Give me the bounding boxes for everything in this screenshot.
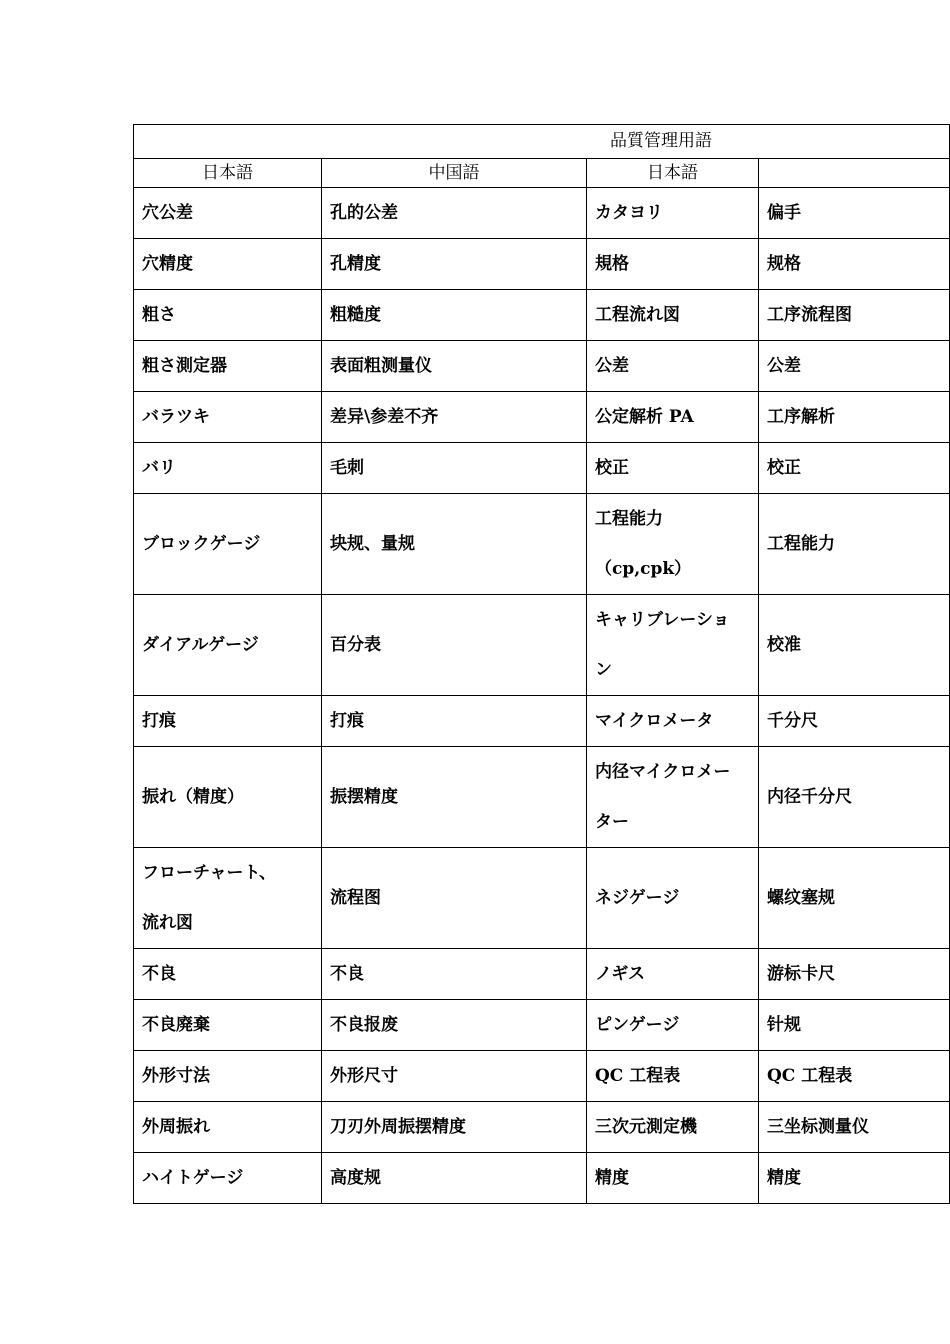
term-japanese-cell <box>134 696 322 747</box>
term-japanese-2: 精度 <box>595 1168 629 1188</box>
term-japanese: 粗さ <box>142 305 176 325</box>
term-japanese: 穴精度 <box>142 254 193 274</box>
table-title-row <box>134 125 950 159</box>
quality-terms-table <box>133 124 950 1204</box>
term-chinese: 不良 <box>330 964 364 984</box>
term-chinese-2: 公差 <box>767 356 801 376</box>
term-chinese-cell <box>322 848 587 949</box>
term-japanese-2-cell <box>587 1051 759 1102</box>
term-chinese-2-cell <box>759 595 950 696</box>
term-japanese-2-cell <box>587 595 759 696</box>
term-japanese-cell <box>134 1153 322 1204</box>
table-row <box>134 1153 950 1204</box>
term-chinese-2: 工序流程图 <box>767 305 852 325</box>
term-chinese-cell <box>322 1000 587 1051</box>
term-chinese-2: 校正 <box>767 458 801 478</box>
term-japanese: 不良廃棄 <box>142 1015 210 1035</box>
term-japanese-2: 工程能力 （cp,cpk） <box>595 509 692 579</box>
term-japanese-cell <box>134 290 322 341</box>
term-chinese-2: 游标卡尺 <box>767 964 835 984</box>
term-japanese-2: 校正 <box>595 458 629 478</box>
term-japanese: 穴公差 <box>142 203 193 223</box>
table-row <box>134 747 950 848</box>
term-chinese-2-cell <box>759 494 950 595</box>
table-row <box>134 595 950 696</box>
term-chinese-cell <box>322 188 587 239</box>
term-chinese-2-cell <box>759 1102 950 1153</box>
term-chinese: 高度规 <box>330 1168 381 1188</box>
table-row <box>134 696 950 747</box>
table-row <box>134 949 950 1000</box>
term-japanese-2-cell <box>587 696 759 747</box>
term-japanese-2: 内径マイクロメー ター <box>595 762 731 832</box>
term-chinese: 不良报废 <box>330 1015 398 1035</box>
term-chinese-2-cell <box>759 747 950 848</box>
term-japanese-2-cell <box>587 949 759 1000</box>
term-japanese: 外形寸法 <box>142 1066 210 1086</box>
term-japanese-2-cell <box>587 1000 759 1051</box>
term-chinese: 打痕 <box>330 711 364 731</box>
term-japanese-2: 三次元測定機 <box>595 1117 697 1137</box>
term-japanese-cell <box>134 494 322 595</box>
header-empty <box>759 159 950 188</box>
term-chinese-2-cell <box>759 188 950 239</box>
term-japanese-2-cell <box>587 341 759 392</box>
term-japanese: 不良 <box>142 964 176 984</box>
term-chinese-2: 内径千分尺 <box>767 787 852 807</box>
term-chinese: 流程图 <box>330 888 381 908</box>
term-chinese-cell <box>322 392 587 443</box>
term-japanese-2-cell <box>587 443 759 494</box>
term-japanese-cell <box>134 949 322 1000</box>
header-chinese: 中国語 <box>322 159 587 188</box>
term-chinese-cell <box>322 1153 587 1204</box>
term-chinese-cell <box>322 1102 587 1153</box>
term-japanese: フローチャート、 流れ図 <box>142 863 276 933</box>
term-japanese-2-cell <box>587 188 759 239</box>
term-japanese-cell <box>134 341 322 392</box>
table-row <box>134 239 950 290</box>
term-japanese-cell <box>134 1000 322 1051</box>
term-chinese-2: 偏手 <box>767 203 801 223</box>
table-row <box>134 392 950 443</box>
term-japanese: 振れ（精度） <box>142 787 244 807</box>
term-chinese-2: 工序解析 <box>767 407 835 427</box>
term-japanese: 粗さ測定器 <box>142 356 227 376</box>
term-chinese-2-cell <box>759 341 950 392</box>
term-japanese-2: 公差 <box>595 356 629 376</box>
term-chinese-2-cell <box>759 392 950 443</box>
term-chinese-2: 精度 <box>767 1168 801 1188</box>
term-chinese: 块规、量规 <box>330 534 415 554</box>
term-japanese-2-cell <box>587 747 759 848</box>
table-row <box>134 1000 950 1051</box>
table-row <box>134 1102 950 1153</box>
term-japanese-2-cell <box>587 1102 759 1153</box>
term-chinese: 百分表 <box>330 635 381 655</box>
term-chinese-2-cell <box>759 949 950 1000</box>
term-japanese-cell <box>134 595 322 696</box>
term-japanese: 外周振れ <box>142 1117 210 1137</box>
term-japanese-2: ピンゲージ <box>595 1015 680 1035</box>
term-chinese-2: 千分尺 <box>767 711 818 731</box>
term-chinese-2-cell <box>759 848 950 949</box>
term-japanese-2: 規格 <box>595 254 629 274</box>
term-chinese-2-cell <box>759 443 950 494</box>
term-chinese-cell <box>322 1051 587 1102</box>
table-row <box>134 1051 950 1102</box>
table-row <box>134 290 950 341</box>
term-japanese-2-cell <box>587 239 759 290</box>
term-chinese: 孔的公差 <box>330 203 398 223</box>
term-chinese-2-cell <box>759 1051 950 1102</box>
term-chinese-cell <box>322 747 587 848</box>
term-japanese-2: カタヨリ <box>595 203 663 223</box>
term-chinese-cell <box>322 290 587 341</box>
table-row <box>134 848 950 949</box>
term-chinese-2-cell <box>759 696 950 747</box>
header-japanese-1: 日本語 <box>134 159 322 188</box>
table-title: 品質管理用語 <box>134 125 950 159</box>
table-row <box>134 188 950 239</box>
term-chinese-2-cell <box>759 1000 950 1051</box>
header-japanese-2: 日本語 <box>587 159 759 188</box>
table-row <box>134 494 950 595</box>
term-japanese-2: キャリブレーショ ン <box>595 610 730 680</box>
term-japanese-2-cell <box>587 392 759 443</box>
term-chinese-2: 螺纹塞规 <box>767 888 835 908</box>
term-chinese: 振摆精度 <box>330 787 398 807</box>
term-japanese-cell <box>134 239 322 290</box>
term-chinese-2: 规格 <box>767 254 801 274</box>
term-japanese-2: QC 工程表 <box>595 1066 681 1086</box>
term-chinese-2: 校准 <box>767 635 801 655</box>
term-japanese: ハイトゲージ <box>142 1168 244 1188</box>
term-chinese: 刀刃外周振摆精度 <box>330 1117 466 1137</box>
term-chinese-cell <box>322 949 587 1000</box>
term-japanese-cell <box>134 848 322 949</box>
term-japanese-2: マイクロメータ <box>595 711 714 731</box>
term-chinese-2-cell <box>759 1153 950 1204</box>
term-japanese-2: ネジゲージ <box>595 888 680 908</box>
term-chinese-cell <box>322 494 587 595</box>
term-chinese-2: 针规 <box>767 1015 801 1035</box>
term-chinese-cell <box>322 696 587 747</box>
term-chinese-2: 三坐标测量仪 <box>767 1117 869 1137</box>
term-japanese-cell <box>134 1051 322 1102</box>
term-japanese: 打痕 <box>142 711 176 731</box>
term-chinese: 表面粗测量仪 <box>330 356 432 376</box>
term-japanese-cell <box>134 443 322 494</box>
term-chinese-cell <box>322 239 587 290</box>
table-header-row <box>134 159 950 188</box>
term-japanese-cell <box>134 188 322 239</box>
term-japanese-2-cell <box>587 848 759 949</box>
term-chinese-2: QC 工程表 <box>767 1066 853 1086</box>
term-japanese-2: 公定解析 PA <box>595 407 694 427</box>
term-chinese-2-cell <box>759 239 950 290</box>
term-japanese-2-cell <box>587 494 759 595</box>
term-japanese-cell <box>134 1102 322 1153</box>
term-japanese-cell <box>134 747 322 848</box>
term-japanese: バラツキ <box>142 407 210 427</box>
table-row <box>134 443 950 494</box>
term-japanese-cell <box>134 392 322 443</box>
term-japanese: ダイアルゲージ <box>142 635 259 655</box>
term-japanese: ブロックゲージ <box>142 534 261 554</box>
term-chinese: 差异\参差不齐 <box>330 407 439 427</box>
term-chinese-cell <box>322 341 587 392</box>
term-chinese: 孔精度 <box>330 254 381 274</box>
term-japanese-2-cell <box>587 1153 759 1204</box>
term-chinese-2: 工程能力 <box>767 534 835 554</box>
term-japanese-2: 工程流れ図 <box>595 305 680 325</box>
term-chinese: 毛刺 <box>330 458 364 478</box>
term-japanese-2: ノギス <box>595 964 645 984</box>
term-chinese-2-cell <box>759 290 950 341</box>
table-row <box>134 341 950 392</box>
term-chinese: 外形尺寸 <box>330 1066 398 1086</box>
term-chinese-cell <box>322 595 587 696</box>
term-chinese-cell <box>322 443 587 494</box>
term-japanese-2-cell <box>587 290 759 341</box>
term-japanese: バリ <box>142 458 176 478</box>
term-chinese: 粗糙度 <box>330 305 381 325</box>
